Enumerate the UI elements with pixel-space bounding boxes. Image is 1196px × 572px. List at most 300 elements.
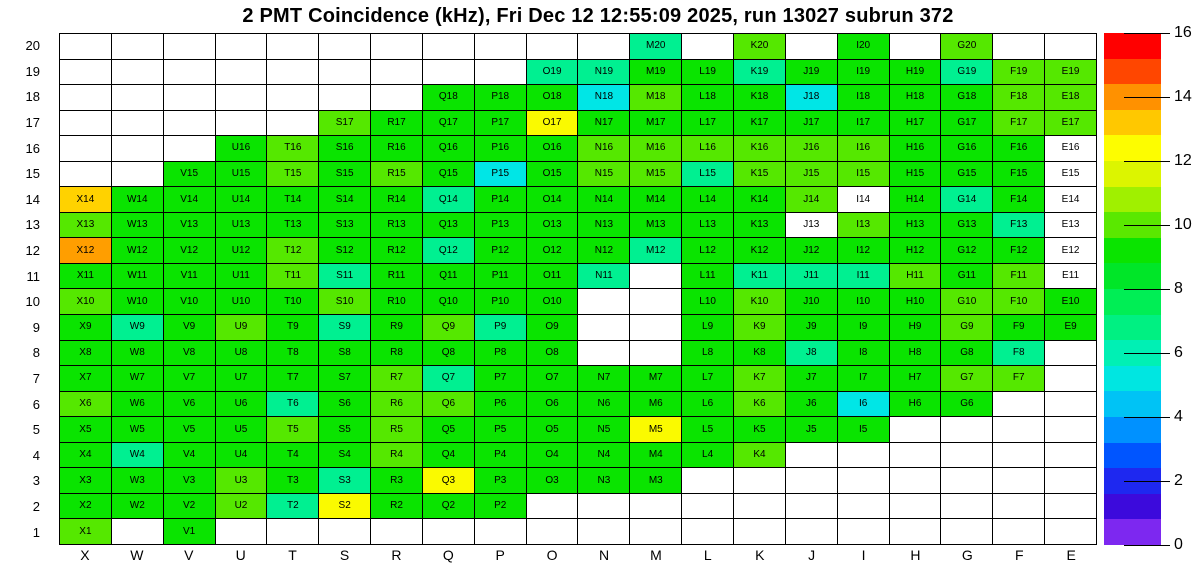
heatmap-cell: I17	[838, 111, 890, 137]
heatmap-cell: V9	[164, 315, 216, 341]
heatmap-cell: X5	[60, 417, 112, 443]
heatmap-cell: S14	[319, 187, 371, 213]
heatmap-cell: T8	[267, 341, 319, 367]
heatmap-cell: N7	[578, 366, 630, 392]
heatmap-cell	[993, 468, 1045, 494]
heatmap-cell: P15	[475, 162, 527, 188]
y-axis-label: 6	[32, 396, 40, 412]
heatmap-cell: V3	[164, 468, 216, 494]
heatmap-cell: O14	[527, 187, 579, 213]
heatmap-cell	[993, 392, 1045, 418]
heatmap-cell: H6	[890, 392, 942, 418]
heatmap-cell: I10	[838, 289, 890, 315]
heatmap-cell: Q9	[423, 315, 475, 341]
heatmap-cell: T14	[267, 187, 319, 213]
heatmap-cell: M3	[630, 468, 682, 494]
heatmap-cell: M6	[630, 392, 682, 418]
heatmap-cell: J19	[786, 60, 838, 86]
y-axis-label: 8	[32, 345, 40, 361]
heatmap-cell: I20	[838, 34, 890, 60]
heatmap-cell: I19	[838, 60, 890, 86]
heatmap-cell: H18	[890, 85, 942, 111]
heatmap-cell: M19	[630, 60, 682, 86]
heatmap-cell	[578, 494, 630, 520]
heatmap-cell: K16	[734, 136, 786, 162]
heatmap-cell	[164, 34, 216, 60]
heatmap-cell: T7	[267, 366, 319, 392]
heatmap-cell: J6	[786, 392, 838, 418]
heatmap-cell	[838, 519, 890, 545]
heatmap-cell: M13	[630, 213, 682, 239]
heatmap-cell: H7	[890, 366, 942, 392]
heatmap-cell: P10	[475, 289, 527, 315]
heatmap-cell: W6	[112, 392, 164, 418]
heatmap-cell: T16	[267, 136, 319, 162]
heatmap-cell: Q17	[423, 111, 475, 137]
heatmap-cell	[734, 494, 786, 520]
heatmap-cell: Q13	[423, 213, 475, 239]
y-axis-label: 3	[32, 473, 40, 489]
heatmap-cell: R14	[371, 187, 423, 213]
heatmap-cell	[319, 60, 371, 86]
heatmap-cell: V11	[164, 264, 216, 290]
heatmap-cell: W11	[112, 264, 164, 290]
heatmap-cell	[267, 34, 319, 60]
heatmap-cell: F15	[993, 162, 1045, 188]
y-axis-label: 18	[25, 89, 40, 105]
heatmap-cell: U9	[216, 315, 268, 341]
heatmap-cell: S10	[319, 289, 371, 315]
heatmap-cell	[371, 34, 423, 60]
heatmap-cell: P17	[475, 111, 527, 137]
heatmap-cell: E15	[1045, 162, 1097, 188]
heatmap-cell: G12	[941, 238, 993, 264]
heatmap-cell: P4	[475, 443, 527, 469]
x-axis-label: U	[235, 547, 246, 563]
heatmap-cell	[786, 34, 838, 60]
colorbar-tick-label: 4	[1174, 408, 1183, 425]
heatmap-cell: X6	[60, 392, 112, 418]
heatmap-cell: R17	[371, 111, 423, 137]
heatmap-cell: O19	[527, 60, 579, 86]
heatmap-cell	[423, 34, 475, 60]
heatmap-cell: Q3	[423, 468, 475, 494]
heatmap-cell	[319, 34, 371, 60]
heatmap-cell	[267, 519, 319, 545]
heatmap-cell	[890, 417, 942, 443]
heatmap-cell	[319, 519, 371, 545]
heatmap-cell	[319, 85, 371, 111]
heatmap-cell: Q2	[423, 494, 475, 520]
heatmap-cell: U13	[216, 213, 268, 239]
heatmap-cell: O8	[527, 341, 579, 367]
heatmap-cell: F7	[993, 366, 1045, 392]
heatmap-cell: M18	[630, 85, 682, 111]
heatmap-cell: G15	[941, 162, 993, 188]
y-axis-label: 15	[25, 166, 40, 182]
colorbar-tick	[1124, 33, 1170, 34]
heatmap-cell: O13	[527, 213, 579, 239]
heatmap-cell: G19	[941, 60, 993, 86]
heatmap-cell	[578, 289, 630, 315]
heatmap-cell	[630, 289, 682, 315]
heatmap-cell	[267, 85, 319, 111]
heatmap-cell	[993, 443, 1045, 469]
heatmap-cell: F9	[993, 315, 1045, 341]
heatmap-cell	[786, 468, 838, 494]
heatmap-cell: R15	[371, 162, 423, 188]
x-axis-label: H	[910, 547, 921, 563]
heatmap-cell: S8	[319, 341, 371, 367]
heatmap-cell: S9	[319, 315, 371, 341]
heatmap-cell: J11	[786, 264, 838, 290]
heatmap-cell	[60, 85, 112, 111]
heatmap-cell: S7	[319, 366, 371, 392]
y-axis-label: 10	[25, 294, 40, 310]
heatmap-cell	[1045, 443, 1097, 469]
chart-title: 2 PMT Coincidence (kHz), Fri Dec 12 12:55:09 2025, run 13027 subrun 372	[242, 5, 954, 27]
heatmap-cell: E13	[1045, 213, 1097, 239]
y-axis-label: 12	[25, 243, 40, 259]
heatmap-cell: O10	[527, 289, 579, 315]
heatmap-cell: S13	[319, 213, 371, 239]
heatmap-cell: H19	[890, 60, 942, 86]
heatmap-cell	[682, 468, 734, 494]
heatmap-cell	[890, 443, 942, 469]
heatmap-cell: J5	[786, 417, 838, 443]
heatmap-cell: W4	[112, 443, 164, 469]
heatmap-cell: W9	[112, 315, 164, 341]
heatmap-cell: N12	[578, 238, 630, 264]
heatmap-cell: G6	[941, 392, 993, 418]
heatmap-cell: L10	[682, 289, 734, 315]
heatmap-cell: R10	[371, 289, 423, 315]
heatmap-cell: S3	[319, 468, 371, 494]
heatmap-cell: M5	[630, 417, 682, 443]
heatmap-cell: K15	[734, 162, 786, 188]
heatmap-cell	[1045, 417, 1097, 443]
heatmap-cell	[993, 519, 1045, 545]
heatmap-cell: X11	[60, 264, 112, 290]
x-axis-label: N	[598, 547, 610, 563]
heatmap-cell	[890, 494, 942, 520]
heatmap-cell: X7	[60, 366, 112, 392]
heatmap-cell	[578, 519, 630, 545]
heatmap-cell	[682, 519, 734, 545]
heatmap-cell: X2	[60, 494, 112, 520]
heatmap-cell: R13	[371, 213, 423, 239]
heatmap-cell: F12	[993, 238, 1045, 264]
heatmap-cell: T11	[267, 264, 319, 290]
x-axis-label: L	[703, 547, 712, 563]
heatmap-cell: G7	[941, 366, 993, 392]
heatmap-cell: N19	[578, 60, 630, 86]
heatmap-cell	[630, 315, 682, 341]
heatmap-cell: M15	[630, 162, 682, 188]
heatmap-cell	[993, 34, 1045, 60]
heatmap-cell: N15	[578, 162, 630, 188]
heatmap-cell: J17	[786, 111, 838, 137]
y-axis	[0, 33, 52, 545]
heatmap-cell: J9	[786, 315, 838, 341]
heatmap-cell: W13	[112, 213, 164, 239]
heatmap-cell: K14	[734, 187, 786, 213]
heatmap-cell: P5	[475, 417, 527, 443]
heatmap-cell: R9	[371, 315, 423, 341]
heatmap-cell	[527, 34, 579, 60]
heatmap-cell: I18	[838, 85, 890, 111]
heatmap-cell: H15	[890, 162, 942, 188]
heatmap-cell: O9	[527, 315, 579, 341]
heatmap-cell	[371, 85, 423, 111]
heatmap-cell	[941, 443, 993, 469]
colorbar-tick	[1124, 289, 1170, 290]
heatmap-cell: P8	[475, 341, 527, 367]
heatmap-cell: H14	[890, 187, 942, 213]
heatmap-cell: L15	[682, 162, 734, 188]
heatmap-cell: R4	[371, 443, 423, 469]
heatmap-cell	[216, 111, 268, 137]
heatmap-cell: S4	[319, 443, 371, 469]
heatmap-cell: L18	[682, 85, 734, 111]
heatmap-cell	[578, 315, 630, 341]
heatmap-cell	[1045, 392, 1097, 418]
heatmap-cell: K8	[734, 341, 786, 367]
heatmap-cell: I9	[838, 315, 890, 341]
heatmap-cell: N4	[578, 443, 630, 469]
heatmap-cell	[786, 494, 838, 520]
heatmap-cell: O18	[527, 85, 579, 111]
heatmap-cell	[890, 519, 942, 545]
heatmap-cell: X9	[60, 315, 112, 341]
y-axis-label: 16	[25, 140, 40, 156]
heatmap-cell: R6	[371, 392, 423, 418]
x-axis	[59, 547, 1097, 567]
heatmap-cell: M14	[630, 187, 682, 213]
heatmap-cell	[112, 60, 164, 86]
heatmap-cell: H10	[890, 289, 942, 315]
heatmap-cell: T6	[267, 392, 319, 418]
heatmap-cell: E10	[1045, 289, 1097, 315]
heatmap-cell: Q4	[423, 443, 475, 469]
heatmap-cell: R2	[371, 494, 423, 520]
heatmap-cell: V10	[164, 289, 216, 315]
heatmap-cell: N13	[578, 213, 630, 239]
heatmap-cell: V14	[164, 187, 216, 213]
heatmap-cell: R16	[371, 136, 423, 162]
heatmap-cell	[527, 519, 579, 545]
x-axis-label: I	[861, 547, 866, 563]
heatmap-cell: T12	[267, 238, 319, 264]
heatmap-cell	[1045, 34, 1097, 60]
colorbar-tick	[1124, 545, 1170, 546]
heatmap-cell: O5	[527, 417, 579, 443]
heatmap-cell: Q16	[423, 136, 475, 162]
heatmap-cell: T15	[267, 162, 319, 188]
heatmap-cell: O11	[527, 264, 579, 290]
heatmap-cell	[1045, 519, 1097, 545]
heatmap-cell: K19	[734, 60, 786, 86]
heatmap-cell: O15	[527, 162, 579, 188]
heatmap-cell: P2	[475, 494, 527, 520]
colorbar-tick-label: 2	[1174, 472, 1183, 489]
heatmap-cell	[993, 494, 1045, 520]
heatmap-cell: V8	[164, 341, 216, 367]
heatmap-cell: U11	[216, 264, 268, 290]
heatmap-cell	[993, 417, 1045, 443]
heatmap-cell: Q10	[423, 289, 475, 315]
heatmap-cell	[164, 111, 216, 137]
heatmap-cell: P16	[475, 136, 527, 162]
heatmap-cell	[216, 34, 268, 60]
x-axis-label: W	[130, 547, 144, 563]
heatmap-cell: G17	[941, 111, 993, 137]
y-axis-label: 17	[25, 115, 40, 131]
heatmap-cell: E14	[1045, 187, 1097, 213]
heatmap-cell: W10	[112, 289, 164, 315]
heatmap-cell: U4	[216, 443, 268, 469]
heatmap-cell	[60, 162, 112, 188]
heatmap-cell	[267, 111, 319, 137]
heatmap-cell: P13	[475, 213, 527, 239]
heatmap-cell: H8	[890, 341, 942, 367]
heatmap-cell: G9	[941, 315, 993, 341]
heatmap-cell: R11	[371, 264, 423, 290]
heatmap-cell: K6	[734, 392, 786, 418]
heatmap-cell	[423, 519, 475, 545]
heatmap-cell: U7	[216, 366, 268, 392]
heatmap-cell: H11	[890, 264, 942, 290]
heatmap-cell: F14	[993, 187, 1045, 213]
heatmap-cell: K18	[734, 85, 786, 111]
heatmap-cell	[475, 60, 527, 86]
heatmap-cell: N18	[578, 85, 630, 111]
heatmap-cell: O4	[527, 443, 579, 469]
heatmap-cell: U10	[216, 289, 268, 315]
heatmap-cell: F13	[993, 213, 1045, 239]
heatmap-cell	[941, 417, 993, 443]
heatmap-cell	[890, 34, 942, 60]
heatmap-cell: H17	[890, 111, 942, 137]
heatmap-cell: F11	[993, 264, 1045, 290]
heatmap-cell: T9	[267, 315, 319, 341]
heatmap-cell: Q11	[423, 264, 475, 290]
heatmap-cell: W14	[112, 187, 164, 213]
heatmap-cell: G13	[941, 213, 993, 239]
heatmap-cell	[164, 60, 216, 86]
heatmap-cell: T5	[267, 417, 319, 443]
heatmap-cell: E17	[1045, 111, 1097, 137]
heatmap-cell: X12	[60, 238, 112, 264]
heatmap-cell: S2	[319, 494, 371, 520]
heatmap-cell	[164, 136, 216, 162]
heatmap-cell	[60, 60, 112, 86]
colorbar-tick-label: 14	[1174, 88, 1192, 105]
heatmap-cell: O7	[527, 366, 579, 392]
heatmap-cell	[734, 468, 786, 494]
heatmap-cell: V1	[164, 519, 216, 545]
y-axis-label: 4	[32, 447, 40, 463]
colorbar-tick	[1124, 353, 1170, 354]
heatmap-cell: M4	[630, 443, 682, 469]
heatmap-cell: V12	[164, 238, 216, 264]
heatmap-cell: K7	[734, 366, 786, 392]
heatmap-cell: L13	[682, 213, 734, 239]
heatmap-cell: R12	[371, 238, 423, 264]
heatmap-cell: P14	[475, 187, 527, 213]
x-axis-label: G	[961, 547, 973, 563]
y-axis-label: 11	[26, 268, 40, 284]
heatmap-cell: W3	[112, 468, 164, 494]
y-axis-label: 7	[32, 371, 40, 387]
heatmap-cell: J16	[786, 136, 838, 162]
heatmap-cell: V5	[164, 417, 216, 443]
heatmap-cell: R8	[371, 341, 423, 367]
heatmap-cell: J12	[786, 238, 838, 264]
heatmap-cell	[786, 519, 838, 545]
heatmap-cell: W2	[112, 494, 164, 520]
heatmap-cell: U5	[216, 417, 268, 443]
heatmap-cell: I5	[838, 417, 890, 443]
heatmap-cell: X13	[60, 213, 112, 239]
heatmap-cell: Q7	[423, 366, 475, 392]
heatmap-cell	[734, 519, 786, 545]
heatmap-cell: R5	[371, 417, 423, 443]
heatmap-cell: O6	[527, 392, 579, 418]
heatmap-cell: K13	[734, 213, 786, 239]
heatmap-cell: J7	[786, 366, 838, 392]
heatmap-cell: P9	[475, 315, 527, 341]
heatmap-cell: T2	[267, 494, 319, 520]
heatmap-cell: K20	[734, 34, 786, 60]
heatmap-cell: M7	[630, 366, 682, 392]
heatmap-cell: G14	[941, 187, 993, 213]
heatmap-cell	[1045, 494, 1097, 520]
x-axis-label: P	[495, 547, 505, 563]
heatmap-cell: V15	[164, 162, 216, 188]
heatmap-cell: N17	[578, 111, 630, 137]
colorbar-tick-label: 6	[1174, 344, 1183, 361]
heatmap-cell: P11	[475, 264, 527, 290]
heatmap-cell	[838, 494, 890, 520]
heatmap-cell: S5	[319, 417, 371, 443]
heatmap-cell	[112, 85, 164, 111]
heatmap-cell: S12	[319, 238, 371, 264]
heatmap-cell: W7	[112, 366, 164, 392]
heatmap-cell: L6	[682, 392, 734, 418]
heatmap-cell: L5	[682, 417, 734, 443]
heatmap-cell: N16	[578, 136, 630, 162]
heatmap-cell: P3	[475, 468, 527, 494]
heatmap-cell: Q15	[423, 162, 475, 188]
heatmap-cell: K5	[734, 417, 786, 443]
heatmap-cell: F16	[993, 136, 1045, 162]
heatmap-cell	[475, 519, 527, 545]
heatmap-cell: V6	[164, 392, 216, 418]
heatmap-cell: K4	[734, 443, 786, 469]
y-axis-label: 14	[25, 191, 40, 207]
heatmap-cell	[60, 136, 112, 162]
heatmap-cell	[578, 341, 630, 367]
heatmap-cell: L16	[682, 136, 734, 162]
heatmap-cell: P18	[475, 85, 527, 111]
heatmap-cell: O12	[527, 238, 579, 264]
colorbar-tick-label: 8	[1174, 280, 1183, 297]
heatmap-cell: I6	[838, 392, 890, 418]
heatmap-cell: M12	[630, 238, 682, 264]
heatmap-cell: Q14	[423, 187, 475, 213]
heatmap-grid	[59, 33, 1097, 545]
